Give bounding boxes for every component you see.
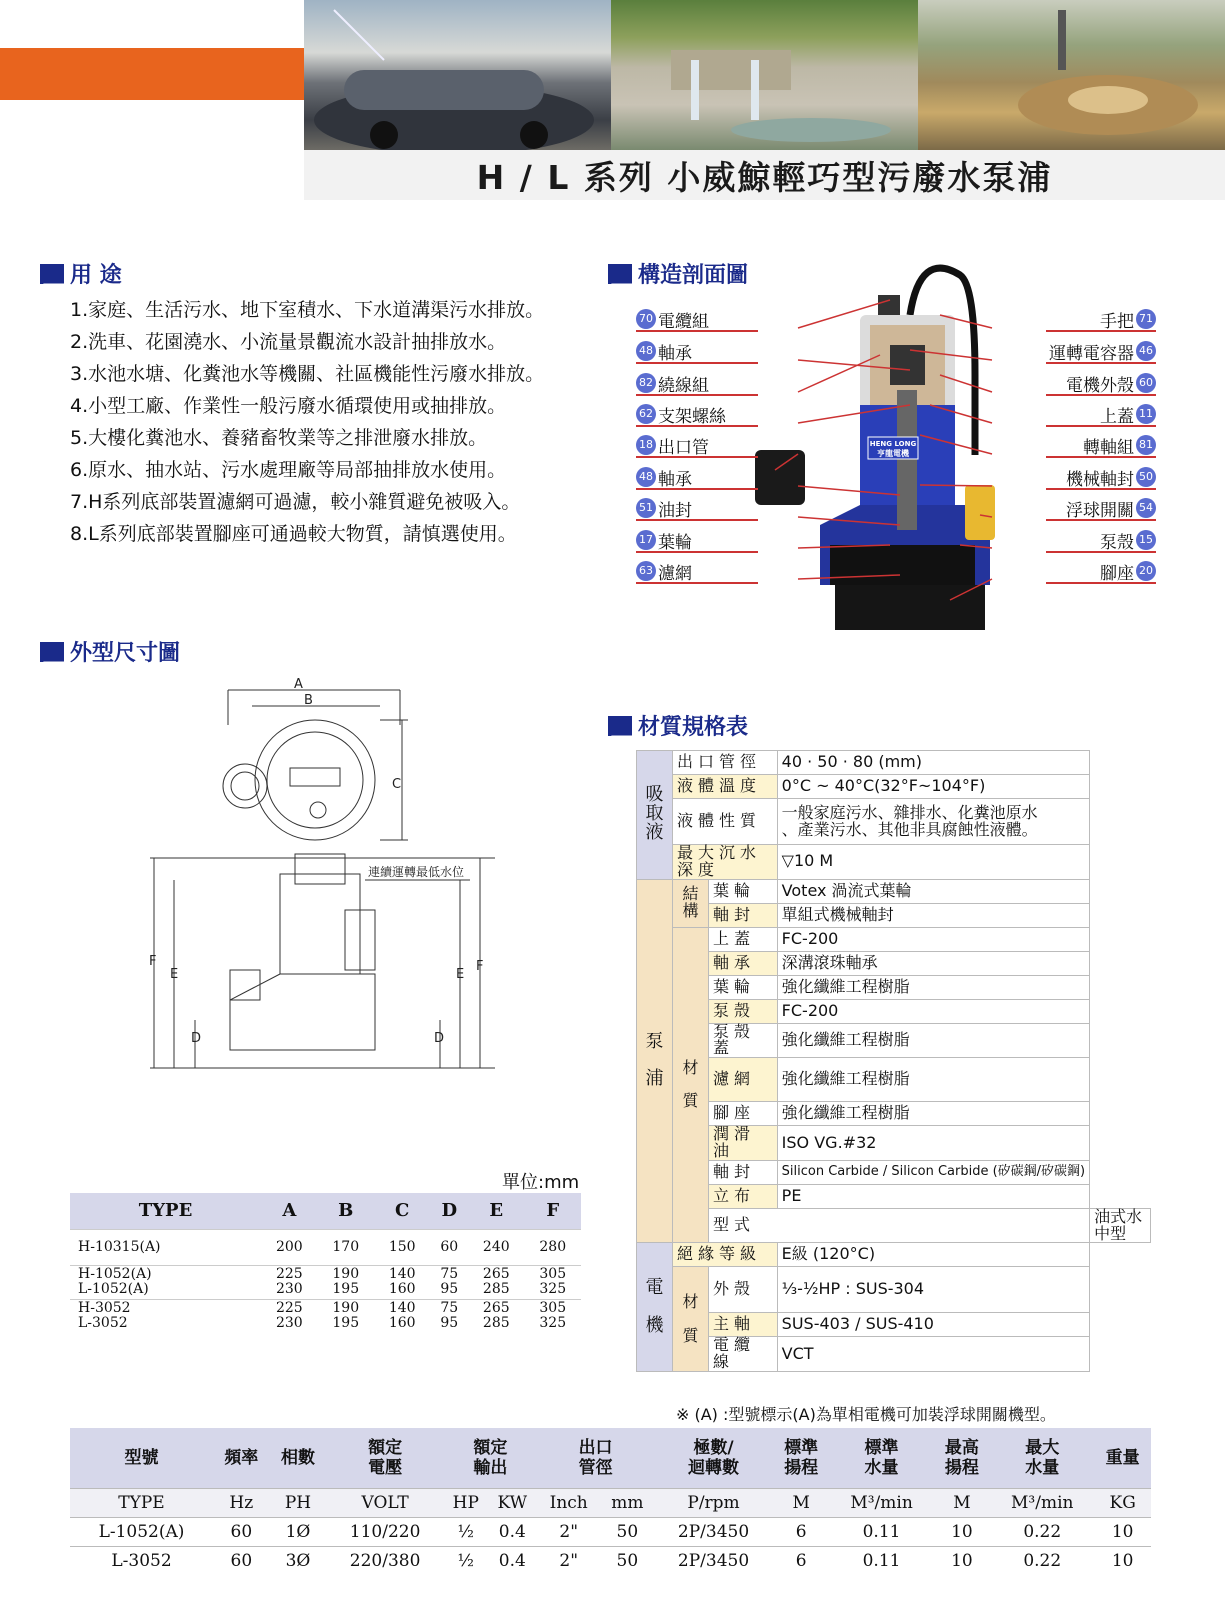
table-cell: 0.4 [488,1546,537,1575]
list-item: 1.家庭、生活污水、地下室積水、下水道溝渠污水排放。 [70,299,545,321]
orange-accent-bar [0,48,304,100]
part-number: 82 [636,373,656,393]
part-number: 51 [636,498,656,518]
part-number: 62 [636,404,656,424]
spec-value: ⅓-½HP : SUS-304 [777,1267,1089,1313]
spec-value: 0°C ~ 40°C(32°F~104°F) [777,775,1089,799]
group-material: 材 質 [673,927,709,1243]
part-label [636,403,758,427]
spec-label: 軸承 [709,951,778,975]
part-number: 60 [1136,373,1156,393]
table-row [637,1126,1151,1161]
spec-label: 泵殼 [709,999,778,1023]
unit-cell: Hz [213,1488,270,1517]
spec-label: 主軸 [709,1313,778,1337]
column-header: C [374,1193,430,1229]
spec-value: VCT [777,1337,1089,1372]
page-title: H / L 系列 小威鯨輕巧型污廢水泵浦 [476,157,1053,197]
part-name: 電纜組 [658,311,709,332]
part-label [636,529,758,553]
part-label [636,560,758,584]
table-row [70,1299,581,1333]
spec-value: FC-200 [777,999,1089,1023]
part-number: 50 [1136,467,1156,487]
unit-cell: KW [488,1488,537,1517]
table-cell: 2" [537,1517,601,1546]
column-header: D [430,1193,468,1229]
table-cell: 50 [600,1546,654,1575]
part-number: 20 [1136,561,1156,581]
part-name: 出口管 [658,437,709,458]
spec-label: 出口管徑 [673,751,778,775]
part-label [1046,560,1156,584]
table-cell: 0.4 [488,1517,537,1546]
part-name: 上蓋 [1100,406,1134,427]
spec-value: 強化纖維工程樹脂 [777,1058,1089,1102]
model-note: ※ (A) :型號標示(A)為單相電機可加裝浮球開關機型。 [676,1405,1056,1424]
spec-label: 濾網 [709,1058,778,1102]
table-row [637,1160,1151,1184]
group-pump: 泵 浦 [637,879,673,1243]
part-number: 11 [1136,404,1156,424]
uses-heading [40,258,122,289]
table-cell: 75 95 [430,1265,468,1299]
spec-label: 外殼 [709,1267,778,1313]
part-number: 71 [1136,309,1156,329]
part-number: 18 [636,435,656,455]
part-name: 浮球開關 [1066,500,1134,521]
table-cell: 10 [934,1546,991,1575]
part-label [1046,372,1156,396]
header-banner [304,0,1225,150]
table-row [70,1229,581,1265]
table-cell: 10 [1094,1517,1151,1546]
table-row [637,1337,1151,1372]
column-header: 額定 輸出 [444,1428,537,1488]
column-header: 型號 [70,1428,213,1488]
part-label [1046,403,1156,427]
part-label [636,308,758,332]
spec-label: 電纜線 [709,1337,778,1372]
part-label [1046,497,1156,521]
column-header: 額定 電壓 [326,1428,444,1488]
part-label [636,497,758,521]
part-number: 48 [636,467,656,487]
spec-label: 絕緣等級 [673,1243,778,1267]
dim-label-f: F [476,959,484,974]
car-wash-photo [304,0,611,150]
table-row [637,927,1151,951]
materials-heading-text: 材質規格表 [638,715,749,740]
car-icon [304,0,611,150]
section-marker-icon [40,642,64,662]
part-name: 機械軸封 [1066,469,1134,490]
table-header-row [70,1428,1151,1488]
table-row [637,1243,1151,1267]
group-motor: 電 機 [637,1243,673,1372]
unit-row [70,1488,1151,1517]
spec-label: 軸封 [709,1160,778,1184]
spec-label: 葉輪 [709,975,778,999]
unit-cell: HP [444,1488,488,1517]
unit-cell: M³/min [830,1488,934,1517]
table-cell: H-1052(A) L-1052(A) [70,1265,261,1299]
table-row [637,799,1151,845]
spec-value: 強化纖維工程樹脂 [777,1023,1089,1058]
part-label [1046,466,1156,490]
table-row [637,775,1151,799]
table-cell: 265 285 [468,1299,524,1333]
list-item: 5.大樓化糞池水、養豬畜牧業等之排泄廢水排放。 [70,427,488,449]
table-cell: 225 230 [261,1265,317,1299]
column-header: 頻率 [213,1428,270,1488]
table-cell: L-1052(A) [70,1517,213,1546]
table-cell: 0.22 [990,1517,1094,1546]
table-row [637,1208,1151,1243]
column-header: 重量 [1094,1428,1151,1488]
cutaway-heading [608,258,748,289]
spec-value: SUS-403 / SUS-410 [777,1313,1089,1337]
unit-cell: KG [1094,1488,1151,1517]
treatment-plant-photo [918,0,1225,150]
dimension-drawing [140,677,510,1100]
dimensions-heading-text: 外型尺寸圖 [70,641,181,666]
table-cell: 240 [468,1229,524,1265]
part-number: 17 [636,530,656,550]
list-item: 8.L系列底部裝置腳座可通過較大物質，請慎選使用。 [70,523,517,545]
table-row [70,1265,581,1299]
unit-label: 單位:mm [502,1172,580,1193]
dim-label-e: E [456,967,465,982]
table-cell: 75 95 [430,1299,468,1333]
unit-cell: M [934,1488,991,1517]
column-header: 標準 揚程 [773,1428,830,1488]
table-row [637,751,1151,775]
part-name: 繞線組 [658,375,709,396]
table-row [637,845,1151,880]
part-name: 葉輪 [658,532,692,553]
list-item: 2.洗車、花園澆水、小流量景觀流水設計抽排放水。 [70,331,507,353]
spec-label: 腳座 [709,1102,778,1126]
table-row [637,999,1151,1023]
section-marker-icon [40,264,64,284]
table-cell: 6 [773,1517,830,1546]
part-number: 54 [1136,498,1156,518]
unit-cell: PH [270,1488,327,1517]
dim-label-d: D [191,1031,202,1046]
part-name: 腳座 [1100,563,1134,584]
table-cell: 265 285 [468,1265,524,1299]
table-row [637,975,1151,999]
table-cell: 60 [213,1517,270,1546]
spec-value: 一般家庭污水、雜排水、化糞池原水 、產業污水、其他非具腐蝕性液體。 [777,799,1089,845]
materials-table [636,750,1151,1372]
section-marker-icon [608,716,632,736]
column-header: F [525,1193,582,1229]
spec-value: 油式水中型 [1090,1208,1151,1243]
list-item: 4.小型工廠、作業性一般污廢水循環使用或抽排放。 [70,395,507,417]
column-header: 相數 [270,1428,327,1488]
table-cell: 305 325 [525,1265,582,1299]
fountain-icon [611,0,918,150]
part-label [636,340,758,364]
table-row [637,1184,1151,1208]
unit-cell: P/rpm [654,1488,773,1517]
table-row [637,1102,1151,1126]
table-cell: 10 [934,1517,991,1546]
table-cell: 6 [773,1546,830,1575]
spec-label: 泵殼蓋 [709,1023,778,1058]
column-header: A [261,1193,317,1229]
dim-label-d: D [434,1031,445,1046]
column-header: 出口 管徑 [537,1428,654,1488]
dim-label-f: F [149,954,157,969]
table-row [637,1267,1151,1313]
part-number: 46 [1136,341,1156,361]
spec-label: 上蓋 [709,927,778,951]
brand-label: HENG LONG [869,440,917,448]
spec-label: 潤滑油 [709,1126,778,1161]
table-cell: 190 195 [318,1265,374,1299]
spec-label: 型式 [709,1208,1090,1243]
part-name: 油封 [658,500,692,521]
table-cell: 140 160 [374,1299,430,1333]
table-cell: 0.11 [830,1517,934,1546]
spec-value: ISO VG.#32 [777,1126,1089,1161]
list-item: 7.H系列底部裝置濾網可過濾，較小雜質避免被吸入。 [70,491,521,513]
unit-cell: TYPE [70,1488,213,1517]
table-cell: 50 [600,1517,654,1546]
part-name: 手把 [1100,311,1134,332]
materials-heading [608,710,748,741]
table-row [637,903,1151,927]
spec-label: 軸封 [709,903,778,927]
table-cell: 220/380 [326,1546,444,1575]
table-row [70,1546,1151,1575]
table-row [70,1517,1151,1546]
uses-list [70,294,590,550]
part-name: 運轉電容器 [1049,343,1134,364]
spec-value: ▽10 M [777,845,1089,880]
part-label [636,434,758,458]
performance-table [70,1428,1151,1575]
spec-value: PE [777,1184,1089,1208]
table-cell: 2P/3450 [654,1546,773,1575]
table-cell: 2P/3450 [654,1517,773,1546]
spec-value: 強化纖維工程樹脂 [777,975,1089,999]
dim-label-b: B [304,693,313,708]
part-number: 81 [1136,435,1156,455]
part-label [1046,529,1156,553]
table-cell: H-10315(A) [70,1229,261,1265]
spec-value: 單組式機械軸封 [777,903,1089,927]
table-cell: 170 [318,1229,374,1265]
part-label [1046,308,1156,332]
table-cell: 280 [525,1229,582,1265]
list-item: 6.原水、抽水站、污水處理廠等局部抽排放水使用。 [70,459,507,481]
spec-label: 葉輪 [709,879,778,903]
table-cell: 225 230 [261,1299,317,1333]
column-header: E [468,1193,524,1229]
uses-heading-text: 用 途 [70,263,122,288]
table-row [637,879,1151,903]
table-cell: 200 [261,1229,317,1265]
part-name: 電機外殼 [1066,375,1134,396]
part-label [1046,340,1156,364]
group-liquid: 吸 取 液 [637,751,673,880]
table-cell: 3Ø [270,1546,327,1575]
spec-label: 液體溫度 [673,775,778,799]
spec-value: 強化纖維工程樹脂 [777,1102,1089,1126]
spec-label: 液體性質 [673,799,778,845]
spec-value: Silicon Carbide / Silicon Carbide (矽碳鋼/矽碳鋼) [777,1160,1089,1184]
water-level-label: 連續運轉最低水位 [368,865,465,879]
table-cell: 305 325 [525,1299,582,1333]
group-material-motor: 材 質 [673,1267,709,1372]
table-cell: H-3052 L-3052 [70,1299,261,1333]
table-row [637,951,1151,975]
part-label [1046,434,1156,458]
aeration-icon [918,0,1225,150]
table-row [637,1313,1151,1337]
part-name: 泵殼 [1100,532,1134,553]
table-cell: L-3052 [70,1546,213,1575]
unit-cell: M³/min [990,1488,1094,1517]
unit-cell: M [773,1488,830,1517]
column-header: 最大 水量 [990,1428,1094,1488]
dim-label-c: C [392,777,402,792]
table-cell: ½ [444,1517,488,1546]
dim-label-a: A [294,677,303,692]
column-header: B [318,1193,374,1229]
column-header: 標準 水量 [830,1428,934,1488]
column-header: 最高 揚程 [934,1428,991,1488]
unit-cell: mm [600,1488,654,1517]
column-header: 極數/ 迴轉數 [654,1428,773,1488]
table-row [637,1023,1151,1058]
part-number: 63 [636,561,656,581]
part-number: 70 [636,309,656,329]
table-cell: 190 195 [318,1299,374,1333]
part-label [636,372,758,396]
table-cell: 2" [537,1546,601,1575]
table-cell: 60 [430,1229,468,1265]
part-number: 15 [1136,530,1156,550]
group-structure: 結 構 [673,879,709,927]
spec-label: 立布 [709,1184,778,1208]
dimension-table [70,1193,581,1333]
section-marker-icon [608,264,632,284]
spec-value: FC-200 [777,927,1089,951]
unit-cell: Inch [537,1488,601,1517]
part-number: 48 [636,341,656,361]
table-cell: ½ [444,1546,488,1575]
cutaway-heading-text: 構造剖面圖 [638,263,749,288]
table-cell: 110/220 [326,1517,444,1546]
table-cell: 1Ø [270,1517,327,1546]
fountain-photo [611,0,918,150]
column-header: TYPE [70,1193,261,1229]
spec-value: Votex 渦流式葉輪 [777,879,1089,903]
table-cell: 10 [1094,1546,1151,1575]
table-cell: 0.11 [830,1546,934,1575]
part-name: 轉軸組 [1083,437,1134,458]
spec-label: 最大沉水深度 [673,845,778,880]
page-title-strip [304,150,1225,200]
part-name: 軸承 [658,343,692,364]
dimensions-heading [40,636,180,667]
list-item: 3.水池水塘、化糞池水等機關、社區機能性污廢水排放。 [70,363,545,385]
spec-value: E級 (120°C) [777,1243,1089,1267]
part-name: 支架螺絲 [658,406,726,427]
part-label [636,466,758,490]
part-name: 濾網 [658,563,692,584]
table-cell: 0.22 [990,1546,1094,1575]
spec-value: 40 · 50 · 80 (mm) [777,751,1089,775]
spec-value: 深溝滾珠軸承 [777,951,1089,975]
table-cell: 150 [374,1229,430,1265]
dim-label-e: E [170,967,179,982]
unit-cell: VOLT [326,1488,444,1517]
part-name: 軸承 [658,469,692,490]
table-cell: 60 [213,1546,270,1575]
table-header-row [70,1193,581,1229]
cutaway-labels [636,300,1156,645]
table-row [637,1058,1151,1102]
brand-label-cn: 亨龍電機 [877,449,909,458]
table-cell: 140 160 [374,1265,430,1299]
